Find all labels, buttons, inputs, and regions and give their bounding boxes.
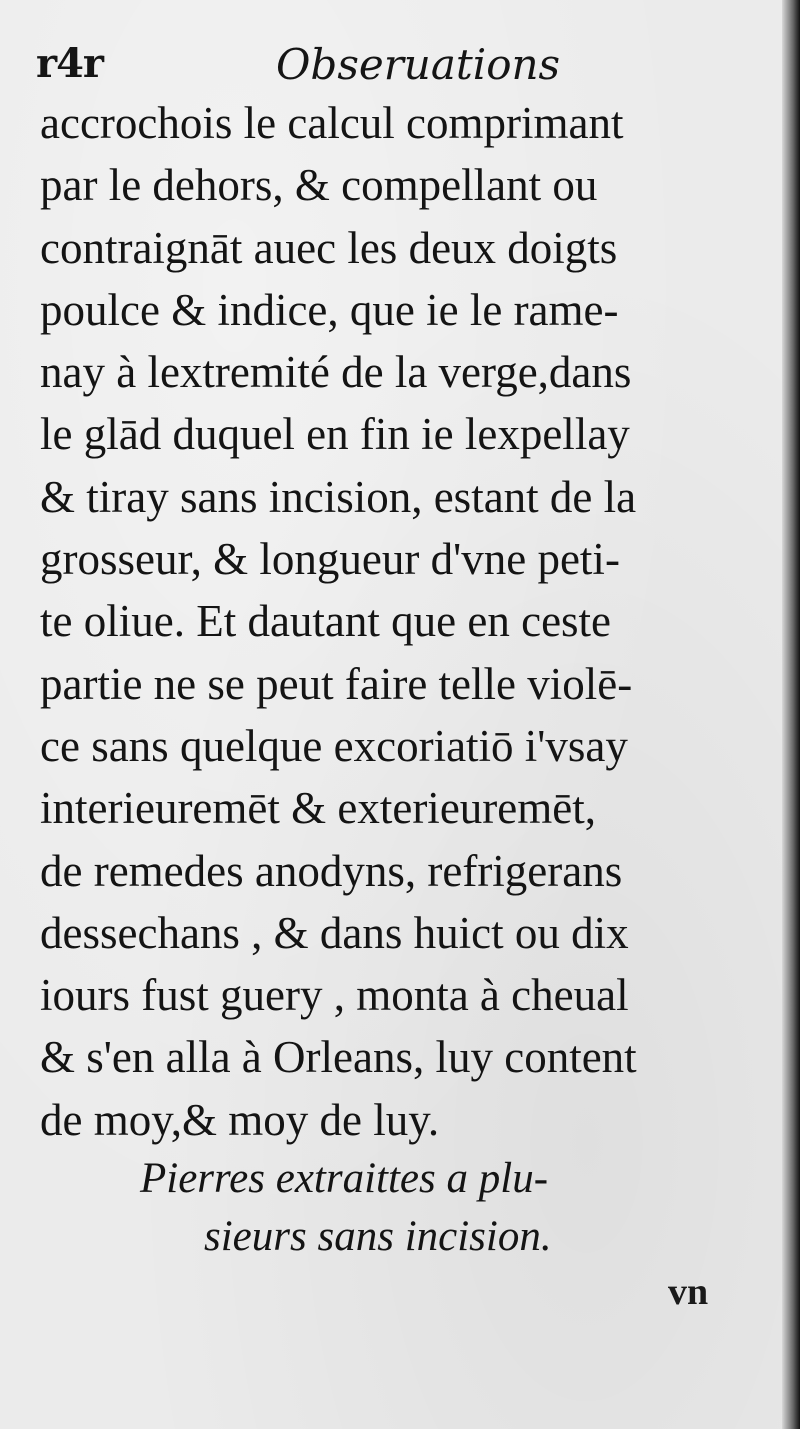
text-line: de remedes anodyns, refrigerans [40,845,623,896]
page-edge-shadow [782,0,800,1429]
text-line: de moy,& moy de luy. [40,1094,440,1145]
body-paragraph [40,92,740,1151]
text-line: & s'en alla à Orleans, luy content [40,1032,637,1083]
section-heading-line: sieurs sans incision. [204,1213,552,1260]
text-line: accrochois le calcul comprimant [40,98,624,148]
text-line: contraignāt auec les deux doigts [40,222,618,273]
section-heading-line: Pierres extraittes a plu- [140,1155,549,1202]
text-line: iours fust guery , monta à cheual [40,970,629,1021]
text-line: interieuremēt & exterieuremēt, [40,783,596,834]
page-number: r4r [36,40,103,87]
text-line: poulce & indice, que ie le rame- [40,284,619,335]
section-heading [140,1150,660,1266]
text-line: dessechans , & dans huict ou dix [40,907,629,958]
text-line: nay à lextremité de la verge,dans [40,347,632,398]
text-line: ce sans quelque excoriatiō i'vsay [40,720,628,771]
running-head: Obseruations [276,40,561,89]
text-line: & tiray sans incision, estant de la [40,471,637,522]
catchword: vn [668,1271,709,1313]
text-line: par le dehors, & compellant ou [40,160,598,211]
text-line: te oliue. Et dautant que en ceste [40,596,612,647]
text-line: le glād duquel en fin ie lexpellay [40,409,630,460]
text-line: partie ne se peut faire telle violē- [40,658,633,709]
text-line: grosseur, & longueur d'vne peti- [40,534,620,585]
page-header [36,40,726,100]
